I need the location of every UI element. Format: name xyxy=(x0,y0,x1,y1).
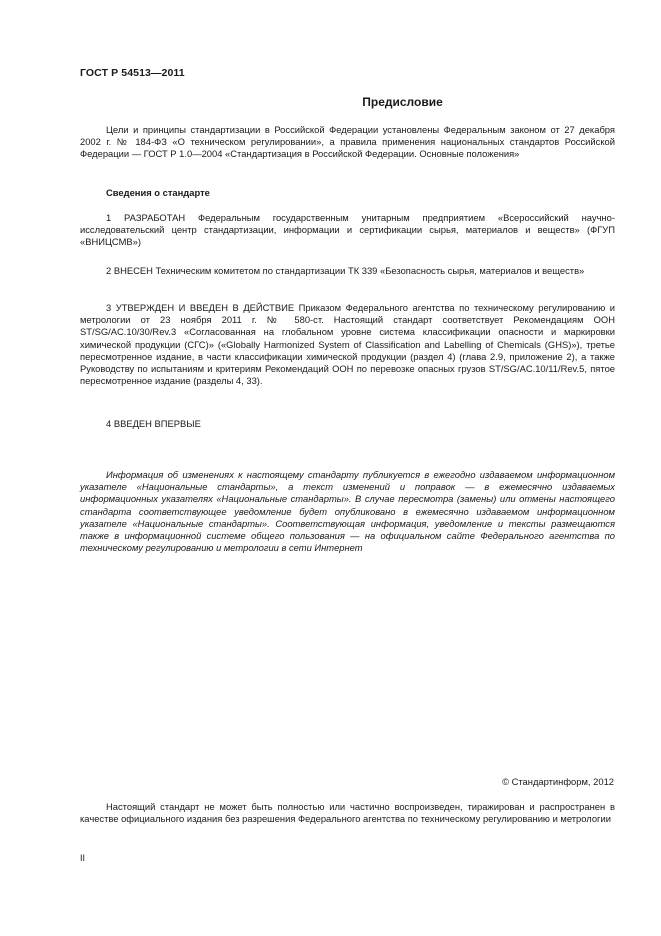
item-3: 3 УТВЕРЖДЕН И ВВЕДЕН В ДЕЙСТВИЕ Приказом Федерального агентства по техническому регулированию и метрологии от 23 ноября 2011 г. № 580-ст. Настоящий стандарт соответствует Рекомендациям ООН ST/SG/AC.10/30/Rev.3 «Согласованная на глобальном уровне система классификации опасности и маркировки химической продукции (СГС)» («Globally Harmonized System of Classification and Labelling of Chemicals (GHS)»), третье пересмотренное издание, в части классификации химической продукции (раздел 4) (глава 2.9, приложение 2), а также Руководству по испытаниям и критериям Рекомендаций ООН по перевозке опасных грузов ST/SG/AC.10/11/Rev.5, пятое пересмотренное издание (разделы 4, 33). xyxy=(80,302,615,387)
standard-code-header: ГОСТ Р 54513—2011 xyxy=(80,67,185,79)
item-2: 2 ВНЕСЕН Техническим комитетом по стандартизации ТК 339 «Безопасность сырья, материалов и веществ» xyxy=(106,265,585,276)
page-number: II xyxy=(80,853,86,863)
copyright-line: © Стандартинформ, 2012 xyxy=(502,776,614,787)
item-4: 4 ВВЕДЕН ВПЕРВЫЕ xyxy=(106,418,201,429)
section-heading: Сведения о стандарте xyxy=(106,187,210,198)
item-1: 1 РАЗРАБОТАН Федеральным государственным унитарным предприятием «Всероссийский научно-исследовательский центр стандартизации, информации и сертификации сырья, материалов и веществ» (ФГУП «ВНИЦСМВ») xyxy=(80,212,615,248)
intro-paragraph: Цели и принципы стандартизации в Российской Федерации установлены Федеральным законом от 27 декабря 2002 г. № 184-ФЗ «О техническом регулировании», а правила применения национальных стандартов Российской Федерации — ГОСТ Р 1.0—2004 «Стандартизация в Российской Федерации. Основные положения» xyxy=(80,124,615,160)
rights-paragraph: Настоящий стандарт не может быть полностью или частично воспроизведен, тиражирован и распространен в качестве официального издания без разрешения Федерального агентства по техническому регулированию и метрологии xyxy=(80,801,615,825)
notice-paragraph: Информация об изменениях к настоящему стандарту публикуется в ежегодно издаваемом информационном указателе «Национальные стандарты», а текст изменений и поправок — в ежемесячно издаваемых информационных указателях «Национальные стандарты». В случае пересмотра (замены) или отмены настоящего стандарта соответствующее уведомление будет опубликовано в ежемесячно издаваемом информационном указателе «Национальные стандарты». Соответствующая информация, уведомление и тексты размещаются также в информационной системе общего пользования — на официальном сайте Федерального агентства по техническому регулированию и метрологии в сети Интернет xyxy=(80,469,615,554)
page-title: Предисловие xyxy=(362,95,443,109)
